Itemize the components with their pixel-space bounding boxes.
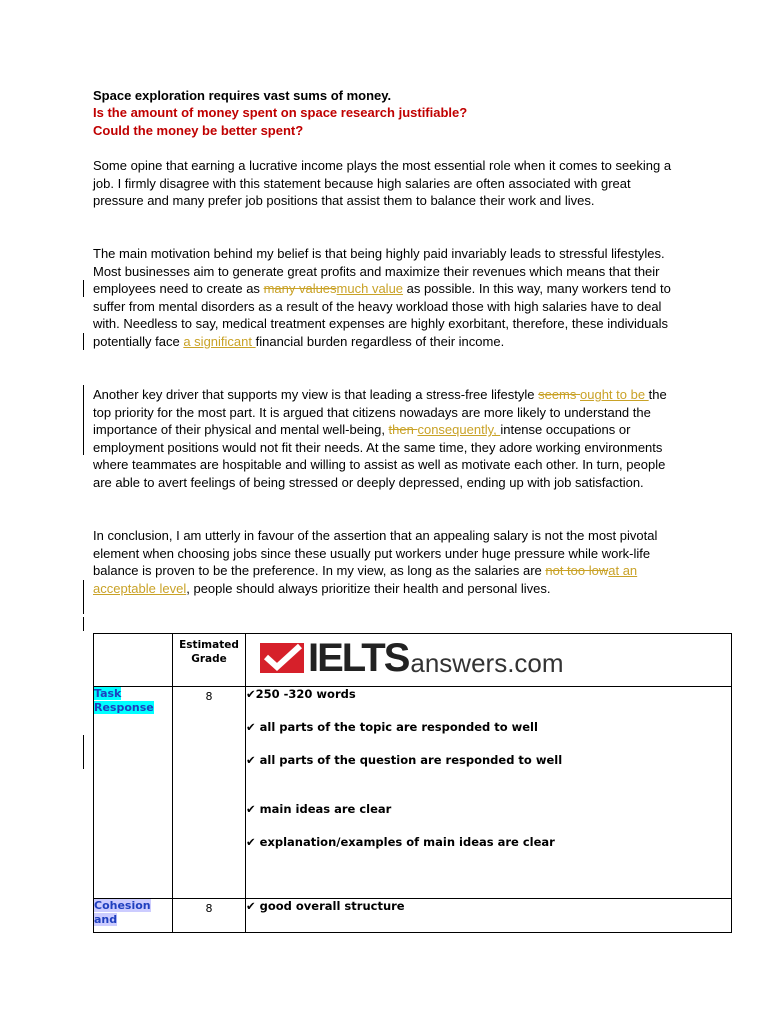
criterion-label: Cohesion and	[94, 899, 151, 926]
ielts-answers-logo	[258, 638, 564, 678]
deleted-text: then	[388, 422, 418, 438]
change-bar	[83, 385, 84, 455]
change-bar	[83, 333, 84, 350]
change-bar	[83, 280, 84, 297]
criterion-label: Task Response	[94, 687, 154, 714]
table-row	[94, 899, 732, 933]
paragraph-body-2: Another key driver that supports my view is that leading a stress-free lifestyle seems ought to be the top priority for the most part. It is argued that citizens nowadays are more likely to understand the importance of their physical and mental well-being, then consequently, intense occupations or employment positions would not fit their needs. At the same time, they adore working environments where teammates are hospitable and willing to assist as well as motivate each other. In turn, people are able to avert feelings of being stressed or deeply depressed, ending up with job satisfaction.	[93, 387, 667, 490]
inserted-text: a significant	[183, 333, 256, 349]
check-icon: ✔	[246, 899, 260, 913]
inserted-text: much value	[336, 281, 404, 297]
criterion-score: 8	[173, 687, 246, 899]
logo-ielts-text: IELTS	[308, 636, 409, 680]
note-item: ✔ all parts of the topic are responded to well	[246, 720, 538, 734]
note-item: ✔ explanation/examples of main ideas are clear	[246, 835, 555, 849]
estimated-grade-header: Estimated Grade	[173, 634, 246, 687]
note-item: ✔ good overall structure	[246, 899, 405, 913]
note-item: ✔ main ideas are clear	[246, 802, 392, 816]
change-bar	[83, 580, 84, 614]
deleted-text: seems	[538, 387, 580, 402]
logo-answers-text: answers.com	[410, 648, 564, 678]
check-icon: ✔	[246, 687, 256, 701]
check-icon: ✔	[246, 720, 260, 734]
logo-check-icon	[258, 640, 308, 676]
inserted-text: consequently,	[417, 422, 501, 438]
inserted-text: ought to be	[580, 387, 649, 402]
note-item: ✔250 -320 words	[246, 687, 356, 701]
deleted-text: not too low	[545, 563, 609, 579]
paragraph-introduction: Some opine that earning a lucrative income plays the most essential role when it comes to seeking a job. I firmly disagree with this statement because high salaries are often associated with great pressure and many prefer job positions that assist them to balance their work and lives.	[93, 158, 672, 209]
inserted-text: at an acceptable level	[93, 563, 638, 596]
check-icon: ✔	[246, 835, 260, 849]
table-header-row	[94, 634, 732, 687]
essay-prompt-line-2: Is the amount of money spent on space research justifiable?	[93, 105, 468, 120]
change-bar	[83, 617, 84, 631]
note-item: ✔ all parts of the question are responded to well	[246, 753, 563, 767]
deleted-text: many values	[263, 281, 337, 297]
paragraph-conclusion: In conclusion, I am utterly in favour of the assertion that an appealing salary is not the most pivotal element when choosing jobs since these usually put workers under huge pressure while work-life balance is proven to be the preference. In my view, as long as the salaries are not too lowat an acceptable level, people should always prioritize their health and personal lives.	[93, 528, 658, 596]
criterion-score: 8	[173, 899, 246, 933]
paragraph-body-1: The main motivation behind my belief is that being highly paid invariably leads to stressful lifestyles. Most businesses aim to generate great profits and maximize their revenues which means that their employees need to create as many valuesmuch value as possible. In this way, many workers tend to suffer from mental disorders as a result of the heavy workload those with high salaries have to deal with. Needless to say, medical treatment expenses are highly exorbitant, therefore, these individuals potentially face a significant financial burden regardless of their income.	[93, 246, 671, 349]
essay-prompt-line-3: Could the money be better spent?	[93, 123, 304, 138]
check-icon: ✔	[246, 802, 260, 816]
essay-prompt-line-1: Space exploration requires vast sums of money.	[93, 88, 392, 103]
grading-table	[93, 633, 732, 933]
change-bar	[83, 735, 84, 769]
check-icon: ✔	[246, 753, 260, 767]
table-row	[94, 687, 732, 899]
